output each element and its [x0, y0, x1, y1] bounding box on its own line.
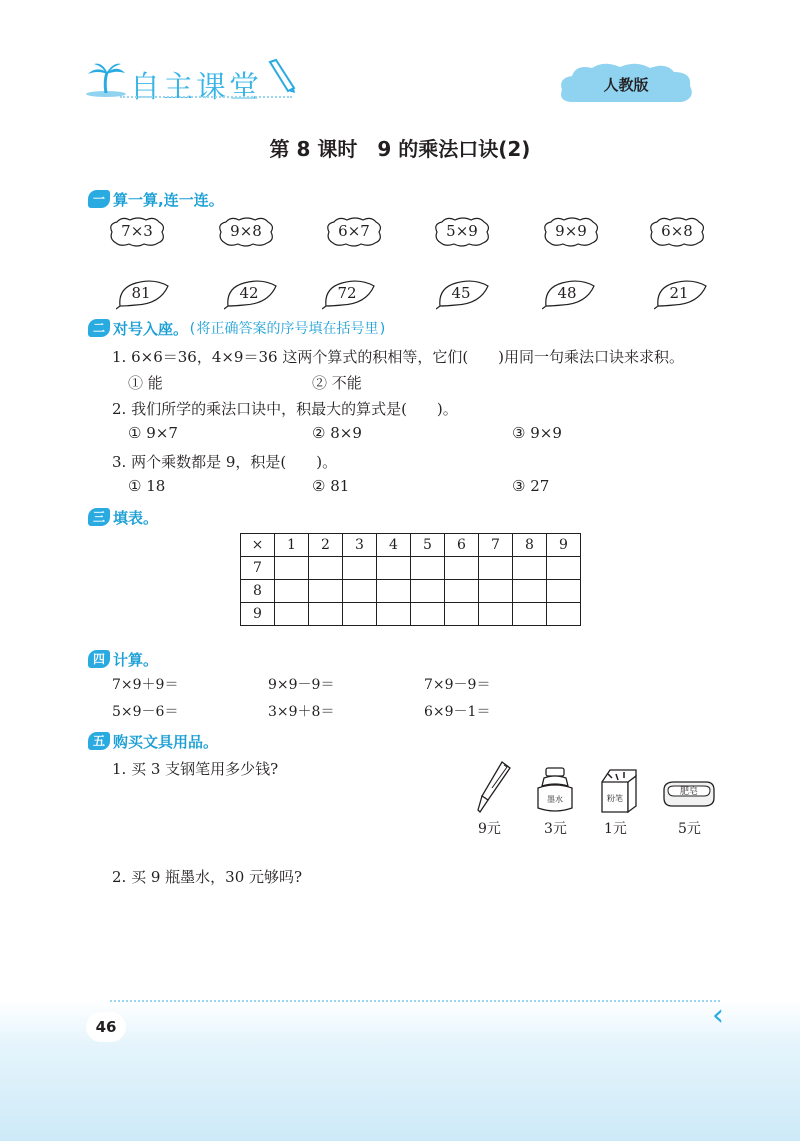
product-leaf[interactable]: [224, 278, 280, 310]
table-header-cell: 8: [513, 534, 547, 557]
table-header-cell: 4: [377, 534, 411, 557]
expression-text: 9×8: [230, 222, 262, 240]
product-leaf[interactable]: [436, 278, 492, 310]
table-header-cell: ×: [241, 534, 275, 557]
chevron-left-icon[interactable]: ‹: [712, 998, 724, 1033]
answer-cell[interactable]: [513, 580, 547, 603]
header-divider: [120, 96, 292, 98]
answer-cell[interactable]: [445, 603, 479, 626]
section-note: (将正确答案的序号填在括号里): [188, 321, 387, 337]
table-header-cell: 7: [479, 534, 513, 557]
product-leaf[interactable]: [542, 278, 598, 310]
calc-item[interactable]: 9×9－9＝: [268, 677, 335, 693]
row-label-cell: 9: [241, 603, 275, 626]
calc-item[interactable]: 7×9＋9＝: [112, 677, 179, 693]
expression-text: 7×3: [121, 222, 153, 240]
answer-cell[interactable]: [377, 580, 411, 603]
product-text: 48: [557, 284, 577, 302]
soap-icon: [660, 778, 716, 810]
price-label: 3元: [544, 821, 567, 837]
answer-cell[interactable]: [275, 557, 309, 580]
answer-cell[interactable]: [479, 580, 513, 603]
row-label-cell: 8: [241, 580, 275, 603]
table-header-row: [241, 534, 581, 557]
section-title: 填表。: [113, 508, 159, 527]
question-text: 2. 买 9 瓶墨水，30 元够吗?: [112, 868, 303, 886]
table-header-cell: 9: [547, 534, 581, 557]
answer-cell[interactable]: [343, 557, 377, 580]
answer-cell[interactable]: [411, 580, 445, 603]
price-label: 9元: [478, 821, 501, 837]
section-1-heading: [88, 188, 224, 210]
calc-item[interactable]: 5×9－6＝: [112, 704, 179, 720]
ink-bottle-label: 墨水: [547, 795, 563, 804]
expression-cloud[interactable]: [648, 217, 706, 247]
header-title: 自主课堂: [130, 70, 262, 105]
table-header-cell: 5: [411, 534, 445, 557]
lesson-title: 第 8 课时 9 的乘法口诀(2): [269, 137, 531, 161]
answer-cell[interactable]: [343, 603, 377, 626]
answer-cell[interactable]: [445, 557, 479, 580]
table-header-cell: 6: [445, 534, 479, 557]
answer-cell[interactable]: [547, 557, 581, 580]
section-number: 二: [88, 319, 110, 337]
expression-cloud[interactable]: [433, 217, 491, 247]
product-text: 72: [337, 284, 357, 302]
product-text: 45: [451, 284, 471, 302]
expression-cloud[interactable]: [542, 217, 600, 247]
question-text: 1. 6×6＝36，4×9＝36 这两个算式的积相等，它们( )用同一句乘法口诀来求积。: [112, 348, 685, 366]
expression-text: 6×8: [661, 222, 693, 240]
option-text[interactable]: ② 8×9: [312, 424, 362, 442]
answer-cell[interactable]: [547, 603, 581, 626]
section-number: 五: [88, 732, 110, 750]
answer-cell[interactable]: [377, 557, 411, 580]
option-text[interactable]: ① 18: [128, 477, 166, 495]
answer-cell[interactable]: [343, 580, 377, 603]
question-text: 1. 买 3 支钢笔用多少钱?: [112, 760, 279, 778]
option-text[interactable]: ② 不能: [312, 374, 362, 392]
section-number: 三: [88, 508, 110, 526]
calc-item[interactable]: 3×9＋8＝: [268, 704, 335, 720]
option-text[interactable]: ① 能: [128, 374, 163, 392]
table-row: [241, 580, 581, 603]
answer-cell[interactable]: [275, 580, 309, 603]
section-title: 计算。: [113, 650, 159, 669]
option-text[interactable]: ③ 9×9: [512, 424, 562, 442]
option-text[interactable]: ② 81: [312, 477, 350, 495]
footer-divider: [110, 1000, 720, 1002]
section-5-heading: [88, 730, 218, 752]
answer-cell[interactable]: [479, 557, 513, 580]
product-text: 81: [131, 284, 151, 302]
chalk-box-icon: [598, 768, 640, 814]
section-title: 购买文具用品。: [113, 732, 219, 751]
pen-icon: [474, 760, 514, 814]
option-text[interactable]: ① 9×7: [128, 424, 178, 442]
section-title: 算一算,连一连。: [113, 190, 224, 209]
calc-item[interactable]: 6×9－1＝: [424, 704, 491, 720]
page-number: 46: [86, 1012, 126, 1042]
expression-cloud[interactable]: [325, 217, 383, 247]
answer-cell[interactable]: [411, 557, 445, 580]
product-text: 21: [669, 284, 689, 302]
section-2-heading: [88, 317, 387, 339]
palm-tree-icon: [84, 62, 128, 98]
section-4-heading: [88, 648, 158, 670]
table-header-cell: 2: [309, 534, 343, 557]
answer-cell[interactable]: [411, 603, 445, 626]
multiplication-table: [240, 533, 581, 626]
product-leaf[interactable]: [322, 278, 378, 310]
option-text[interactable]: ③ 27: [512, 477, 550, 495]
question-text: 2. 我们所学的乘法口诀中，积最大的算式是( )。: [112, 400, 458, 418]
question-text: 3. 两个乘数都是 9，积是( )。: [112, 453, 338, 471]
ink-bottle-icon: [534, 766, 576, 814]
chalk-box-label: 粉笔: [607, 794, 623, 803]
answer-cell[interactable]: [547, 580, 581, 603]
table-header-cell: 1: [275, 534, 309, 557]
section-number: 一: [88, 190, 110, 208]
expression-cloud[interactable]: [108, 217, 166, 247]
expression-text: 6×7: [338, 222, 370, 240]
pencil-icon: [264, 58, 298, 94]
answer-cell[interactable]: [275, 603, 309, 626]
expression-cloud[interactable]: [217, 217, 275, 247]
edition-label: 人教版: [603, 76, 649, 94]
answer-cell[interactable]: [309, 580, 343, 603]
answer-cell[interactable]: [479, 603, 513, 626]
answer-cell[interactable]: [445, 580, 479, 603]
answer-cell[interactable]: [513, 603, 547, 626]
calc-item[interactable]: 7×9－9＝: [424, 677, 491, 693]
answer-cell[interactable]: [513, 557, 547, 580]
product-leaf[interactable]: [116, 278, 172, 310]
section-3-heading: [88, 506, 158, 528]
answer-cell[interactable]: [309, 603, 343, 626]
table-row: [241, 557, 581, 580]
product-text: 42: [239, 284, 259, 302]
answer-cell[interactable]: [309, 557, 343, 580]
expression-text: 5×9: [446, 222, 478, 240]
product-leaf[interactable]: [654, 278, 710, 310]
answer-cell[interactable]: [377, 603, 411, 626]
soap-label: 肥皂: [679, 787, 699, 797]
table-row: [241, 603, 581, 626]
price-label: 5元: [678, 821, 701, 837]
table-header-cell: 3: [343, 534, 377, 557]
price-label: 1元: [604, 821, 627, 837]
section-title: 对号入座。: [113, 319, 189, 338]
expression-text: 9×9: [555, 222, 587, 240]
section-number: 四: [88, 650, 110, 668]
row-label-cell: 7: [241, 557, 275, 580]
